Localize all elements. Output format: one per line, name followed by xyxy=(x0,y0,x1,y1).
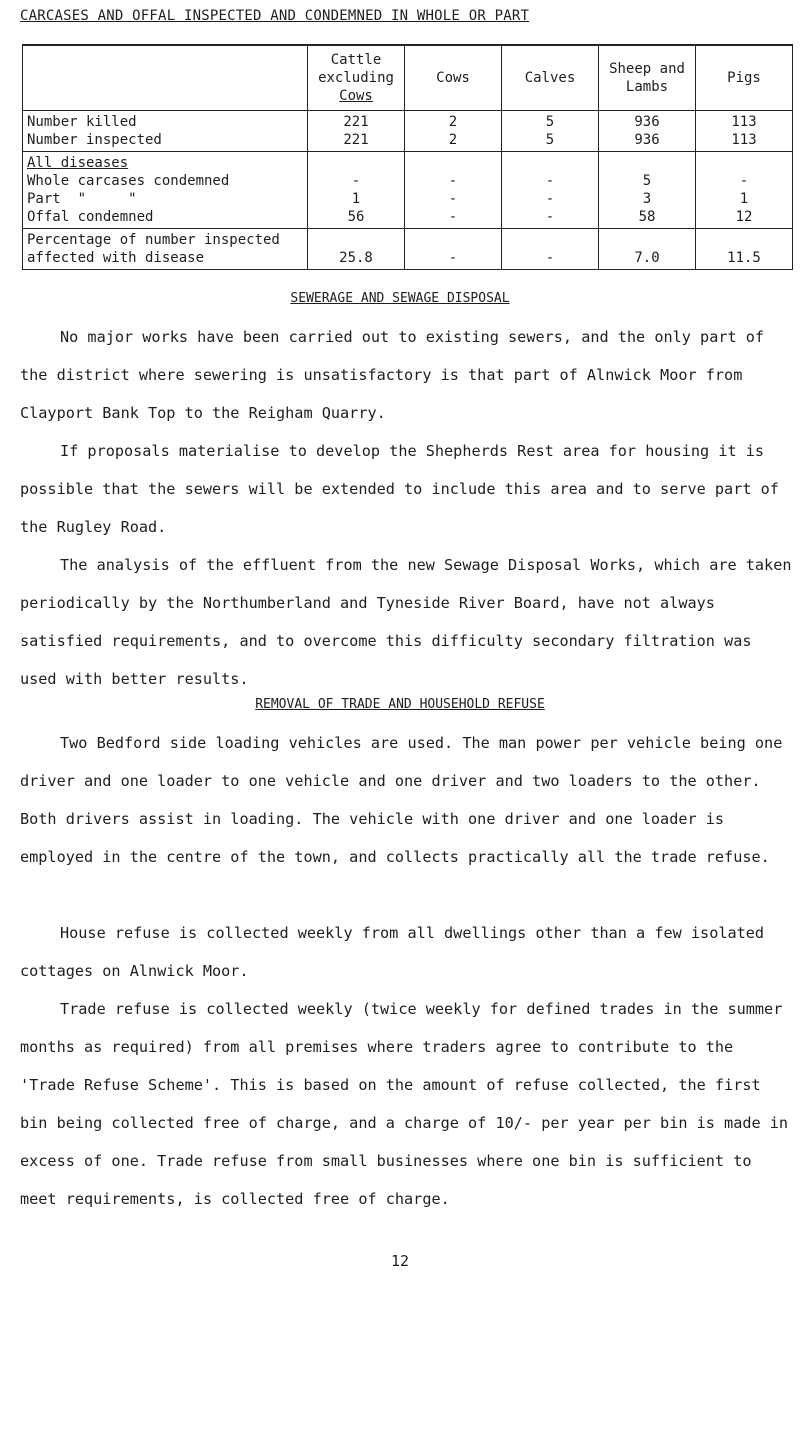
refuse-paragraph: Trade refuse is collected weekly (twice weekly for defined trades in the summer months as required) from all premises where traders agree to contribute to the 'Trade Refuse Scheme'. This is based on the amount of refuse collected, the first bin being collected free of charge, and a charge of 10/- per year per bin is made in excess of one. Trade refuse from small businesses where one bin is sufficient to meet requirements, is collected free of charge. xyxy=(20,1000,789,1208)
table-cell: 3 xyxy=(642,191,652,207)
table-cell: 5 xyxy=(545,132,555,148)
table-cell: 25.8 xyxy=(339,250,373,266)
table-cell: - xyxy=(545,191,555,207)
table-cell: 1 xyxy=(739,191,749,207)
table-cell: - xyxy=(351,173,361,189)
row-label: Number inspected xyxy=(27,132,162,148)
refuse-paragraph: Two Bedford side loading vehicles are used. The man power per vehicle being one driver and one loader to one vehicle and one driver and two loaders to the other. Both drivers assist in loading. The vehicle with one driver and one loader is employed in the centre of the town, and collects practically all the trade refuse. xyxy=(20,734,783,866)
sewerage-paragraph: No major works have been carried out to existing sewers, and the only part of the district where sewering is unsatisfactory is that part of Alnwick Moor from Clayport Bank Top to the Reigham Quarry. xyxy=(20,328,765,422)
row-label: Whole carcases condemned xyxy=(27,173,230,189)
table-cell: - xyxy=(545,173,555,189)
page-title: CARCASES AND OFFAL INSPECTED AND CONDEMNED IN WHOLE OR PART xyxy=(20,8,530,24)
page-number: 12 xyxy=(390,1252,410,1270)
row-label: Percentage of number inspected xyxy=(27,232,280,248)
row-label: Offal condemned xyxy=(27,209,154,225)
table-cell: 221 xyxy=(343,114,369,130)
row-label: affected with disease xyxy=(27,250,205,266)
table-cell: 5 xyxy=(642,173,652,189)
table-cell: 936 xyxy=(634,114,660,130)
table-cell: 58 xyxy=(638,209,656,225)
sewerage-paragraph: The analysis of the effluent from the new Sewage Disposal Works, which are taken periodically by the Northumberland and Tyneside River Board, have not always satisfied requirements, and to overcome this difficulty secondary filtration was used with better results. xyxy=(20,556,792,688)
table-row xyxy=(23,111,793,152)
sewerage-paragraph: If proposals materialise to develop the Shepherds Rest area for housing it is possible that the sewers will be extended to include this area and to serve part of the Rugley Road. xyxy=(20,442,779,536)
table-cell: 12 xyxy=(735,209,753,225)
table-cell: 1 xyxy=(351,191,361,207)
column-header: Cows xyxy=(405,45,502,111)
table-cell: - xyxy=(545,250,555,266)
table-cell: 5 xyxy=(545,114,555,130)
column-header: Sheep and Lambs xyxy=(599,45,696,111)
table-cell: 113 xyxy=(731,132,757,148)
table-cell: 2 xyxy=(448,132,458,148)
table-cell: - xyxy=(545,209,555,225)
table-cell: - xyxy=(448,191,458,207)
header-blank xyxy=(23,45,308,111)
table-cell: - xyxy=(448,250,458,266)
table-cell: 11.5 xyxy=(727,250,761,266)
table-cell: - xyxy=(448,209,458,225)
table-cell: - xyxy=(739,173,749,189)
row-label: Number killed xyxy=(27,114,137,130)
column-header: Cattle excluding Cows xyxy=(308,45,405,111)
column-header: Calves xyxy=(502,45,599,111)
table-header-row xyxy=(23,45,793,111)
carcases-table xyxy=(22,44,793,270)
table-row xyxy=(23,152,793,229)
refuse-paragraph: House refuse is collected weekly from all dwellings other than a few isolated cottages on Alnwick Moor. xyxy=(20,924,765,980)
row-label: Part " " xyxy=(27,191,137,207)
refuse-heading: REMOVAL OF TRADE AND HOUSEHOLD REFUSE xyxy=(255,697,545,712)
table-cell: 113 xyxy=(731,114,757,130)
table-cell: 936 xyxy=(634,132,660,148)
table-row xyxy=(23,229,793,270)
sewerage-heading: SEWERAGE AND SEWAGE DISPOSAL xyxy=(290,291,510,306)
table-cell: 7.0 xyxy=(634,250,660,266)
table-cell: 56 xyxy=(347,209,365,225)
column-header: Pigs xyxy=(696,45,793,111)
table-cell: 2 xyxy=(448,114,458,130)
table-cell: 221 xyxy=(343,132,369,148)
group-heading: All diseases xyxy=(27,155,129,171)
table-cell: - xyxy=(448,173,458,189)
